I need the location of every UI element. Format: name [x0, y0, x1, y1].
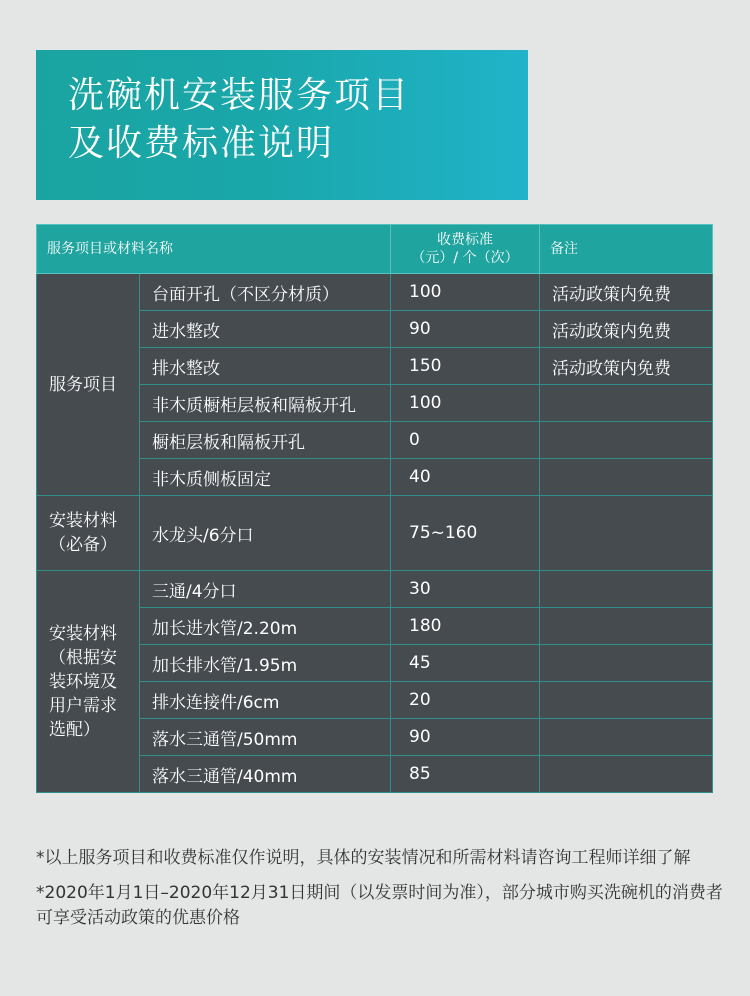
item-price: 150 [391, 348, 540, 385]
item-name: 进水整改 [140, 311, 391, 348]
item-note [540, 496, 713, 571]
table-row [37, 274, 713, 311]
item-note [540, 756, 713, 793]
item-note [540, 385, 713, 422]
item-note [540, 459, 713, 496]
item-note: 活动政策内免费 [540, 348, 713, 385]
item-name: 落水三通管/50mm [140, 719, 391, 756]
item-name: 落水三通管/40mm [140, 756, 391, 793]
category-cell: 安装材料（根据安装环境及用户需求选配） [37, 571, 140, 793]
item-price: 100 [391, 385, 540, 422]
item-note [540, 608, 713, 645]
item-name: 排水连接件/6cm [140, 682, 391, 719]
item-note: 活动政策内免费 [540, 274, 713, 311]
table-row [37, 496, 713, 571]
item-name: 水龙头/6分口 [140, 496, 391, 571]
item-name: 非木质橱柜层板和隔板开孔 [140, 385, 391, 422]
table-header-row [37, 225, 713, 274]
category-cell: 安装材料（必备） [37, 496, 140, 571]
item-note [540, 422, 713, 459]
item-name: 加长排水管/1.95m [140, 645, 391, 682]
item-price: 85 [391, 756, 540, 793]
item-price: 180 [391, 608, 540, 645]
item-note [540, 719, 713, 756]
item-note [540, 682, 713, 719]
item-price: 75~160 [391, 496, 540, 571]
item-price: 45 [391, 645, 540, 682]
item-note [540, 645, 713, 682]
item-price: 40 [391, 459, 540, 496]
fee-table [36, 224, 713, 793]
item-price: 20 [391, 682, 540, 719]
footnote: *2020年1月1日–2020年12月31日期间（以发票时间为准），部分城市购买洗碗机的消费者可享受活动政策的优惠价格 [36, 883, 723, 928]
category-cell: 服务项目 [37, 274, 140, 496]
footnotes [36, 846, 726, 941]
item-price: 90 [391, 719, 540, 756]
footnote: *以上服务项目和收费标准仅作说明，具体的安装情况和所需材料请咨询工程师详细了解 [36, 848, 691, 868]
title-banner [36, 50, 528, 200]
item-name: 橱柜层板和隔板开孔 [140, 422, 391, 459]
header-fee [391, 225, 540, 274]
item-name: 三通/4分口 [140, 571, 391, 608]
item-name: 非木质侧板固定 [140, 459, 391, 496]
item-price: 0 [391, 422, 540, 459]
fee-table-container [36, 224, 712, 793]
item-note [540, 571, 713, 608]
header-note: 备注 [540, 225, 713, 274]
item-price: 100 [391, 274, 540, 311]
header-item: 服务项目或材料名称 [37, 225, 391, 274]
item-price: 90 [391, 311, 540, 348]
item-name: 排水整改 [140, 348, 391, 385]
header-fee-line1: 收费标准 [437, 232, 493, 248]
table-row [37, 571, 713, 608]
item-note: 活动政策内免费 [540, 311, 713, 348]
header-fee-line2: （元）/ 个（次） [411, 250, 519, 266]
page-title-line2: 及收费标准说明 [68, 123, 335, 164]
page-title-line1: 洗碗机安装服务项目 [68, 75, 411, 116]
item-name: 台面开孔（不区分材质） [140, 274, 391, 311]
item-price: 30 [391, 571, 540, 608]
item-name: 加长进水管/2.20m [140, 608, 391, 645]
